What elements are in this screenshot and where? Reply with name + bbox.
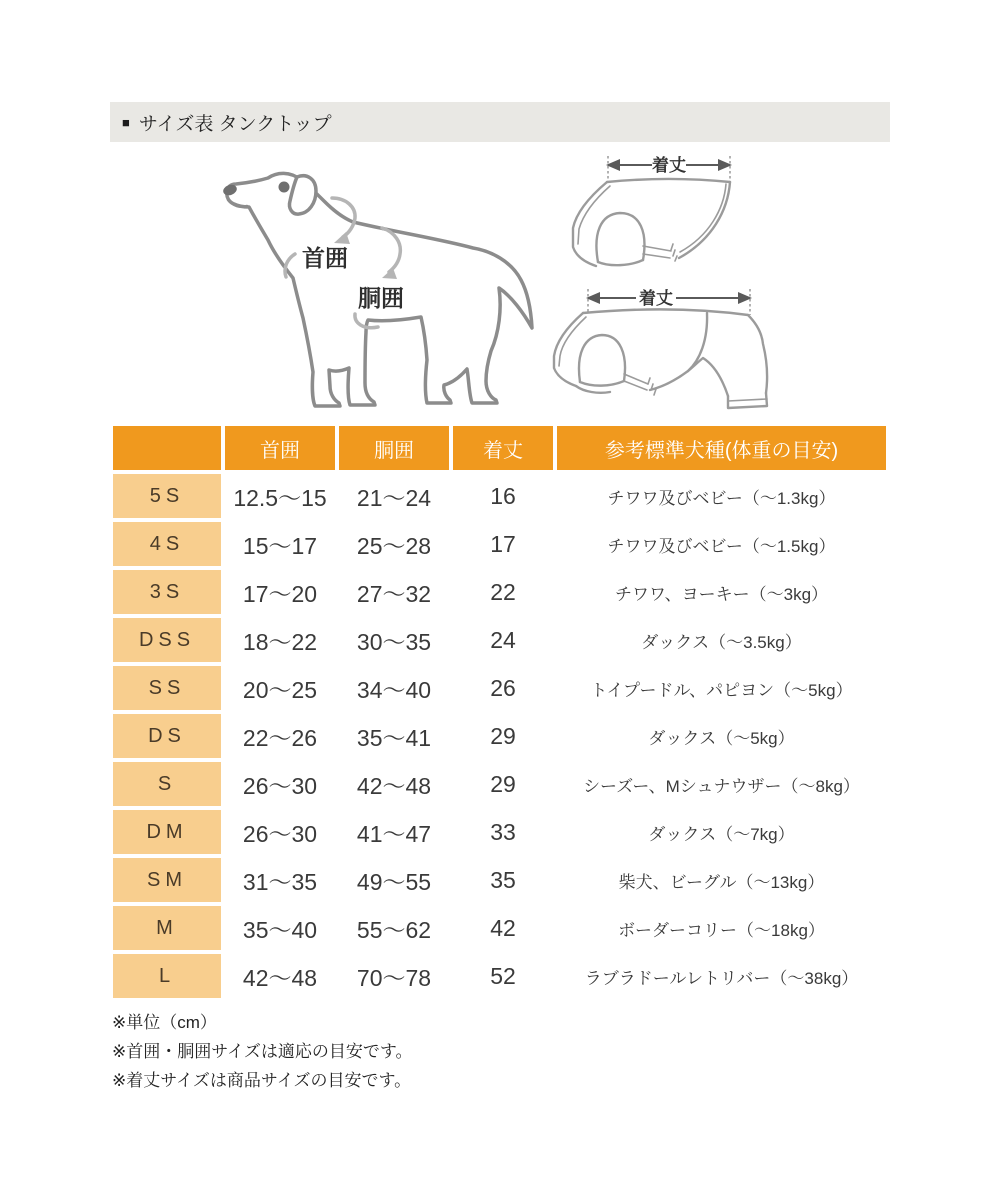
cell-size: 4S (113, 522, 221, 566)
cell-length: 17 (453, 522, 553, 566)
table-row (113, 906, 886, 950)
cell-size: 5S (113, 474, 221, 518)
cell-size: M (113, 906, 221, 950)
table-row (113, 570, 886, 614)
cell-girth: 49～55 (339, 858, 449, 902)
cell-size: SM (113, 858, 221, 902)
neck-girth-label: 首囲 (302, 245, 348, 271)
cell-neck: 31～35 (225, 858, 335, 902)
cell-girth: 70～78 (339, 954, 449, 998)
cell-breed: チワワ及びベビー（～1.5kg） (557, 522, 886, 566)
cell-girth: 25～28 (339, 522, 449, 566)
cell-girth: 27～32 (339, 570, 449, 614)
cell-neck: 35～40 (225, 906, 335, 950)
girth-measure-arc (382, 228, 400, 272)
cell-breed: ラブラドールレトリバー（～38kg） (557, 954, 886, 998)
cell-girth: 35～41 (339, 714, 449, 758)
table-row (113, 522, 886, 566)
cell-neck: 15～17 (225, 522, 335, 566)
cell-girth: 41～47 (339, 810, 449, 854)
table-row (113, 858, 886, 902)
header-size (113, 426, 221, 470)
table-row (113, 714, 886, 758)
garment-length-label-bottom: 着丈 (639, 289, 673, 308)
garment-length-label-top: 着丈 (652, 156, 686, 175)
note-unit: ※単位（cm） (112, 1013, 217, 1032)
table-header-row (113, 426, 886, 470)
cell-neck: 22～26 (225, 714, 335, 758)
cell-breed: シーズー、Mシュナウザー（～8kg） (557, 762, 886, 806)
note-fit: ※首囲・胴囲サイズは適応の目安です。 (112, 1042, 413, 1061)
cell-breed: チワワ及びベビー（～1.3kg） (557, 474, 886, 518)
chest-girth-label: 胴囲 (358, 285, 404, 311)
cell-length: 16 (453, 474, 553, 518)
cell-size: DSS (113, 618, 221, 662)
cell-breed: チワワ、ヨーキー（～3kg） (557, 570, 886, 614)
cell-size: DS (113, 714, 221, 758)
cell-neck: 42～48 (225, 954, 335, 998)
section-title-bar (110, 102, 890, 142)
cell-breed: ダックス（～3.5kg） (557, 618, 886, 662)
rompers-diagram (554, 288, 767, 408)
cell-neck: 18～22 (225, 618, 335, 662)
header-breed: 参考標準犬種(体重の目安) (557, 426, 886, 470)
table-row (113, 618, 886, 662)
dog-measurement-diagram (205, 160, 540, 415)
cell-girth: 30～35 (339, 618, 449, 662)
cell-neck: 26～30 (225, 810, 335, 854)
square-bullet-icon: ■ (122, 114, 130, 130)
table-row (113, 810, 886, 854)
header-girth: 胴囲 (339, 426, 449, 470)
table-row (113, 474, 886, 518)
table-row (113, 666, 886, 710)
cell-size: S (113, 762, 221, 806)
cell-neck: 20～25 (225, 666, 335, 710)
size-table-body (113, 474, 886, 998)
cell-length: 26 (453, 666, 553, 710)
cell-breed: ダックス（～5kg） (557, 714, 886, 758)
notes (112, 1008, 413, 1095)
cell-length: 52 (453, 954, 553, 998)
cell-neck: 17～20 (225, 570, 335, 614)
note-length: ※着丈サイズは商品サイズの目安です。 (112, 1071, 412, 1090)
cell-length: 24 (453, 618, 553, 662)
cell-length: 22 (453, 570, 553, 614)
cell-girth: 21～24 (339, 474, 449, 518)
table-row (113, 954, 886, 998)
dog-eye (279, 182, 290, 193)
cell-neck: 26～30 (225, 762, 335, 806)
table-row (113, 762, 886, 806)
cell-size: L (113, 954, 221, 998)
header-neck: 首囲 (225, 426, 335, 470)
cell-neck: 12.5～15 (225, 474, 335, 518)
cell-girth: 42～48 (339, 762, 449, 806)
cell-girth: 34～40 (339, 666, 449, 710)
cell-length: 29 (453, 714, 553, 758)
cell-length: 35 (453, 858, 553, 902)
cell-girth: 55～62 (339, 906, 449, 950)
cell-breed: ダックス（～7kg） (557, 810, 886, 854)
tank-top-diagram (573, 155, 732, 266)
header-length: 着丈 (453, 426, 553, 470)
cell-length: 33 (453, 810, 553, 854)
cell-breed: トイプードル、パピヨン（～5kg） (557, 666, 886, 710)
dog-ear (289, 176, 316, 214)
cell-breed: ボーダーコリー（～18kg） (557, 906, 886, 950)
cell-size: SS (113, 666, 221, 710)
garment-length-diagrams (540, 148, 780, 420)
cell-breed: 柴犬、ビーグル（～13kg） (557, 858, 886, 902)
cell-size: 3S (113, 570, 221, 614)
size-table (109, 422, 890, 1002)
cell-size: DM (113, 810, 221, 854)
cell-length: 29 (453, 762, 553, 806)
cell-length: 42 (453, 906, 553, 950)
section-title: サイズ表 タンクトップ (138, 113, 332, 135)
